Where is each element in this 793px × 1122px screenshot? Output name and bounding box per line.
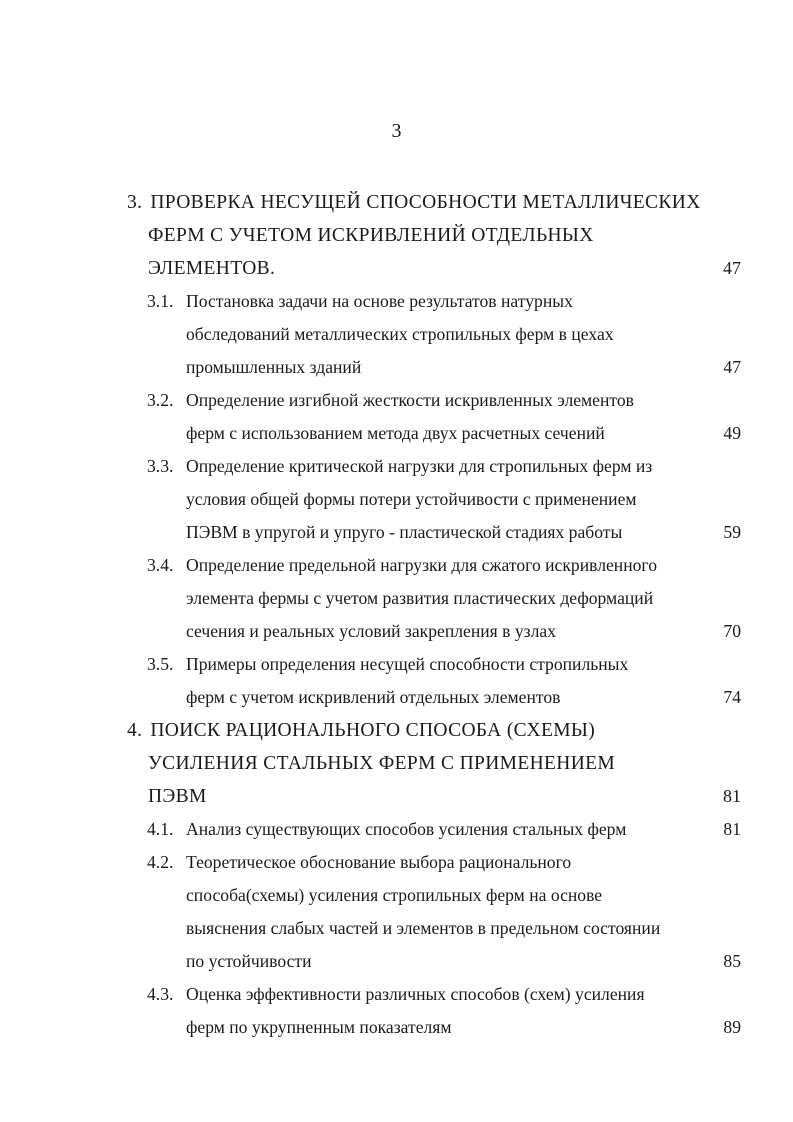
section-number: 3.4. xyxy=(147,555,174,575)
toc-line xyxy=(127,912,741,945)
toc-section-3-2 xyxy=(127,384,741,417)
page-ref: 89 xyxy=(723,1017,741,1037)
section-number: 3.1. xyxy=(147,291,174,311)
toc-line xyxy=(127,780,741,813)
section-title-line: выяснения слабых частей и элементов в предельном состоянии xyxy=(186,918,661,938)
section-title-line: сечения и реальных условий закрепления в узлах xyxy=(186,621,557,641)
chapter-title-line: ЭЛЕМЕНТОВ. xyxy=(148,258,276,279)
toc-section-4-3 xyxy=(127,978,741,1011)
toc-line xyxy=(127,219,741,252)
toc-line xyxy=(127,351,741,384)
chapter-title-line: ПОИСК РАЦИОНАЛЬНОГО СПОСОБА (СХЕМЫ) xyxy=(150,720,596,741)
toc-line xyxy=(127,417,741,450)
toc-chapter-4 xyxy=(127,714,741,747)
page-ref: 81 xyxy=(723,819,741,839)
section-title-line: по устойчивости xyxy=(186,951,312,971)
chapter-number: 4. xyxy=(127,720,143,741)
section-title-line: условия общей формы потери устойчивости с применением xyxy=(186,489,637,509)
toc-line xyxy=(127,318,741,351)
section-title-line: ферм с использованием метода двух расчетных сечений xyxy=(186,423,605,443)
section-number: 3.5. xyxy=(147,654,174,674)
page-ref: 47 xyxy=(723,258,741,278)
toc-line xyxy=(127,615,741,648)
page-ref: 81 xyxy=(723,786,741,806)
chapter-number: 3. xyxy=(127,192,143,213)
section-title-line: ферм по укрупненным показателям xyxy=(186,1017,452,1037)
toc-line xyxy=(127,516,741,549)
page-ref: 59 xyxy=(723,522,741,542)
toc-chapter-3 xyxy=(127,186,741,219)
page-ref: 70 xyxy=(723,621,741,641)
section-title-line: Примеры определения несущей способности стропильных xyxy=(186,654,629,674)
toc-line xyxy=(127,582,741,615)
toc-line xyxy=(127,681,741,714)
section-title-line: промышленных зданий xyxy=(186,357,362,377)
section-title-line: Определение критической нагрузки для стропильных ферм из xyxy=(186,456,653,476)
toc-line xyxy=(127,252,741,285)
section-title-line: Определение предельной нагрузки для сжатого искривленного xyxy=(186,555,657,575)
page-ref: 85 xyxy=(723,951,741,971)
toc-line xyxy=(127,945,741,978)
chapter-title-line: УСИЛЕНИЯ СТАЛЬНЫХ ФЕРМ С ПРИМЕНЕНИЕМ xyxy=(148,753,616,774)
section-number: 4.2. xyxy=(147,852,174,872)
section-number: 4.1. xyxy=(147,819,174,839)
toc-line xyxy=(127,483,741,516)
section-title-line: Постановка задачи на основе результатов натурных xyxy=(186,291,573,311)
toc-line xyxy=(127,1011,741,1044)
section-title-line: Определение изгибной жесткости искривленных элементов xyxy=(186,390,634,410)
table-of-contents xyxy=(127,186,741,1044)
section-title-line: обследований металлических стропильных ферм в цехах xyxy=(186,324,614,344)
toc-section-3-5 xyxy=(127,648,741,681)
section-number: 4.3. xyxy=(147,984,174,1004)
chapter-title-line: ФЕРМ С УЧЕТОМ ИСКРИВЛЕНИЙ ОТДЕЛЬНЫХ xyxy=(148,225,594,246)
toc-line xyxy=(127,879,741,912)
chapter-title-line: ПЭВМ xyxy=(148,786,207,807)
toc-section-3-1 xyxy=(127,285,741,318)
section-title-line: Теоретическое обоснование выбора рациональнoго xyxy=(186,852,572,872)
section-title-line: ПЭВМ в упругой и упруго - пластической стадиях работы xyxy=(186,522,623,542)
toc-section-3-4 xyxy=(127,549,741,582)
toc-section-4-1 xyxy=(127,813,741,846)
toc-line xyxy=(127,747,741,780)
section-title-line: Анализ существующих способов усиления стальных ферм xyxy=(186,819,627,839)
page-ref: 49 xyxy=(723,423,741,443)
section-title-line: ферм с учетом искривлений отдельных элементов xyxy=(186,687,561,707)
page-ref: 47 xyxy=(723,357,741,377)
section-title-line: элемента фермы с учетом развития пластических деформаций xyxy=(186,588,654,608)
page-ref: 74 xyxy=(723,687,741,707)
chapter-title-line: ПРОВЕРКА НЕСУЩЕЙ СПОСОБНОСТИ МЕТАЛЛИЧЕСКИХ xyxy=(150,192,701,213)
section-number: 3.2. xyxy=(147,390,174,410)
toc-section-4-2 xyxy=(127,846,741,879)
section-title-line: Оценка эффективности различных способов (схем) усиления xyxy=(186,984,645,1004)
section-title-line: способа(схемы) усиления стропильных ферм на основе xyxy=(186,885,603,905)
toc-section-3-3 xyxy=(127,450,741,483)
section-number: 3.3. xyxy=(147,456,174,476)
page-number: 3 xyxy=(391,120,402,142)
